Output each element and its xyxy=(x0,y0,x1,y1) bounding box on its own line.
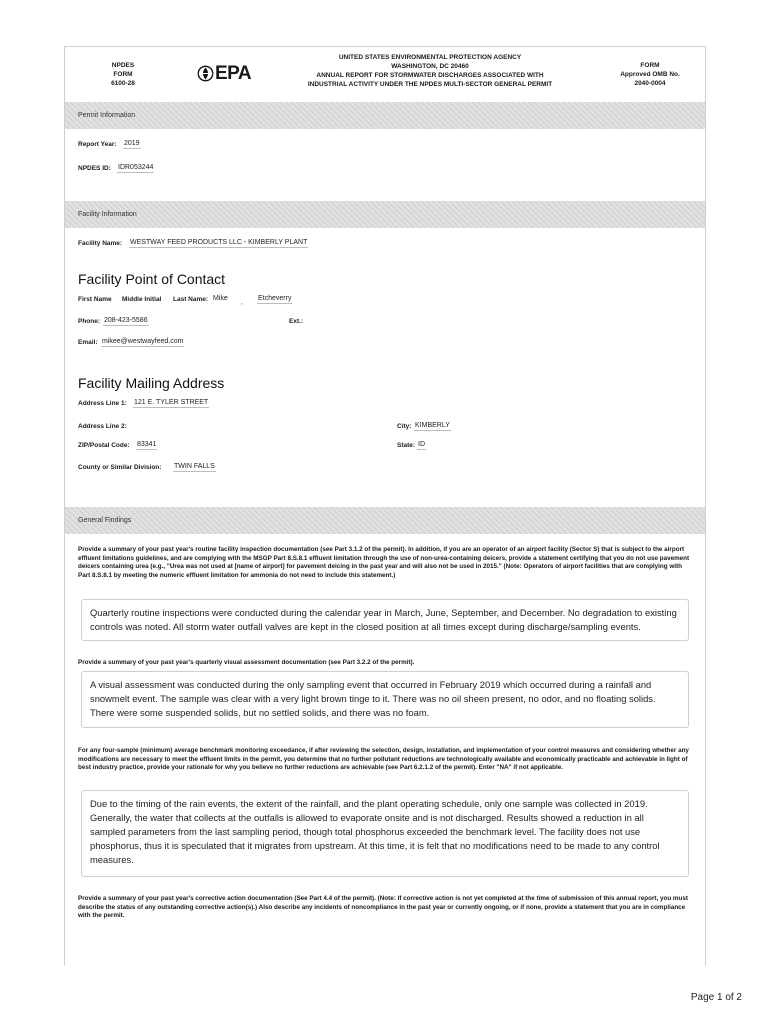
email-value[interactable]: mikee@westwayfeed.com xyxy=(102,338,184,345)
omb-line: FORM xyxy=(640,62,660,69)
name-separator: , xyxy=(241,299,243,306)
agency-line: WASHINGTON, DC 20460 xyxy=(391,63,469,70)
state-label: State: xyxy=(397,442,416,449)
page-number: Page 1 of 2 xyxy=(690,992,742,1003)
question-corrective-action: Provide a summary of your past year's corrective action documentation (See Part 4.4 of the permit). (Note: If corrective action is not yet completed at the time of submission of this annual report, you must describe the status of any outstanding corrective action(s).) Also describe any incidents of noncompliance in the past year or currently ongoing, or if none, provide a statement that you are in compliance with the permit. xyxy=(78,895,688,920)
epa-logo xyxy=(197,63,257,85)
form-id-block xyxy=(83,61,163,88)
question-benchmark-exceedance: For any four-sample (minimum) average benchmark monitoring exceedance, if after reviewing the selection, design, installation, and implementation of your control measures and considering whether any modifications are necessary to meet the effluent limits in the permit, you determine that no further pollutant reductions are technologically available and economically practicable and achievable in light of best industry practice, provide your rationale for why you believe no further reductions are achievable (see Part 6.2.1.2 of the permit). Enter "NA" if not applicable. xyxy=(78,747,689,772)
facility-section-band: Facility Information xyxy=(65,201,705,228)
zip-value[interactable]: 83341 xyxy=(137,441,157,448)
omb-line: 2040-0004 xyxy=(634,80,666,87)
report-year-label: Report Year: xyxy=(78,141,117,148)
state-value[interactable]: ID xyxy=(418,441,425,448)
answer-visual-assessment[interactable]: A visual assessment was conducted during the only sampling event that occurred in February 2019 which occurred during a rainfall and snowmelt event. The sample was clear with a very light brown tinge to it. There was no oil sheen present, no odor, and no floating solids. There were some suspended solids, but no settled solids, and there was no foam. xyxy=(81,671,689,728)
first-name-value[interactable]: Mike xyxy=(213,295,228,302)
npdes-id-value[interactable]: IDR053244 xyxy=(118,164,154,171)
ext-label: Ext.: xyxy=(289,318,304,325)
facility-name-value[interactable]: WESTWAY FEED PRODUCTS LLC - KIMBERLY PLANT xyxy=(130,239,308,246)
form-header xyxy=(65,47,705,101)
county-label: County or Similar Division: xyxy=(78,464,162,471)
answer-routine-inspection[interactable]: Quarterly routine inspections were conducted during the calendar year in March, June, September, and December. No degradation to existing controls was noted. All storm water outfall valves are kept in the closed position at all times except during discharge/sampling events. xyxy=(81,599,689,641)
phone-value[interactable]: 208-423-5586 xyxy=(104,317,148,324)
phone-label: Phone: xyxy=(78,318,101,325)
address-line2-label: Address Line 2: xyxy=(78,423,127,430)
agency-line: ANNUAL REPORT FOR STORMWATER DISCHARGES ASSOCIATED WITH xyxy=(316,72,544,79)
omb-block xyxy=(605,61,695,88)
middle-initial-label: Middle Initial xyxy=(122,296,162,303)
epa-seal-icon xyxy=(197,65,214,82)
address-line1-label: Address Line 1: xyxy=(78,400,127,407)
email-label: Email: xyxy=(78,339,98,346)
epa-logo-text: EPA xyxy=(215,63,252,84)
agency-line: UNITED STATES ENVIRONMENTAL PROTECTION AGENCY xyxy=(338,54,522,61)
county-value[interactable]: TWIN FALLS xyxy=(174,463,215,470)
question-routine-inspection: Provide a summary of your past year's routine facility inspection documentation (see Part 3.1.2 of the permit). In addition, if you are an operator of an airport facility (Sector S) that is subject to the airport effluent limitations guidelines, and are complying with the MSGP Part 8.S.8.1 effluent limitation through the use of non-urea-containing deicers, provide a statement certifying that you do not use pavement deicers containing urea (e.g., "Urea was not used at [name of airport] for pavement deicing in the past year and will also not be used in 2015." (Note: Operators of airport facilities that are complying with Part 8.S.8.1 by meeting the numeric effluent limitation for ammonia do not need to include this statement.) xyxy=(78,546,690,579)
zip-label: ZIP/Postal Code: xyxy=(78,442,130,449)
permit-section-band: Permit Information xyxy=(65,102,705,129)
findings-section-band: General Findings xyxy=(65,507,705,534)
form-id-line: FORM xyxy=(113,71,133,78)
report-year-value[interactable]: 2019 xyxy=(124,140,140,147)
question-visual-assessment: Provide a summary of your past year's quarterly visual assessment documentation (see Part 3.2.2 of the permit). xyxy=(78,659,415,666)
omb-line: Approved OMB No. xyxy=(620,71,680,78)
last-name-value[interactable]: Etcheverry xyxy=(258,295,292,302)
mailing-heading: Facility Mailing Address xyxy=(78,375,225,391)
first-name-label: First Name xyxy=(78,296,112,303)
facility-name-label: Facility Name: xyxy=(78,240,123,247)
agency-line: INDUSTRIAL ACTIVITY UNDER THE NPDES MULTI-SECTOR GENERAL PERMIT xyxy=(307,81,553,88)
city-label: City: xyxy=(397,423,412,430)
last-name-label: Last Name: xyxy=(173,296,209,303)
form-frame xyxy=(64,46,706,966)
contact-heading: Facility Point of Contact xyxy=(78,271,226,287)
agency-title-block xyxy=(295,53,565,89)
npdes-id-label: NPDES ID: xyxy=(78,165,111,172)
form-id-line: NPDES xyxy=(111,62,135,69)
answer-benchmark-exceedance[interactable]: Due to the timing of the rain events, the extent of the rainfall, and the plant operating schedule, only one sample was collected in 2019. Generally, the water that collects at the outfalls is allowed to evaporate onsite and is not discharged. Results showed a reduction in all sampled parameters from the last sampling period, though total phosphorus exceeded the benchmark level. The facility does not use phosphorus, thus it is speculated that it migrates from upstream. At this time, it is felt that no modifications need to be made to any control measures. xyxy=(81,790,689,877)
city-value[interactable]: KIMBERLY xyxy=(415,422,450,429)
address-line1-value[interactable]: 121 E. TYLER STREET xyxy=(134,399,209,406)
form-id-line: 6100-28 xyxy=(111,80,135,87)
